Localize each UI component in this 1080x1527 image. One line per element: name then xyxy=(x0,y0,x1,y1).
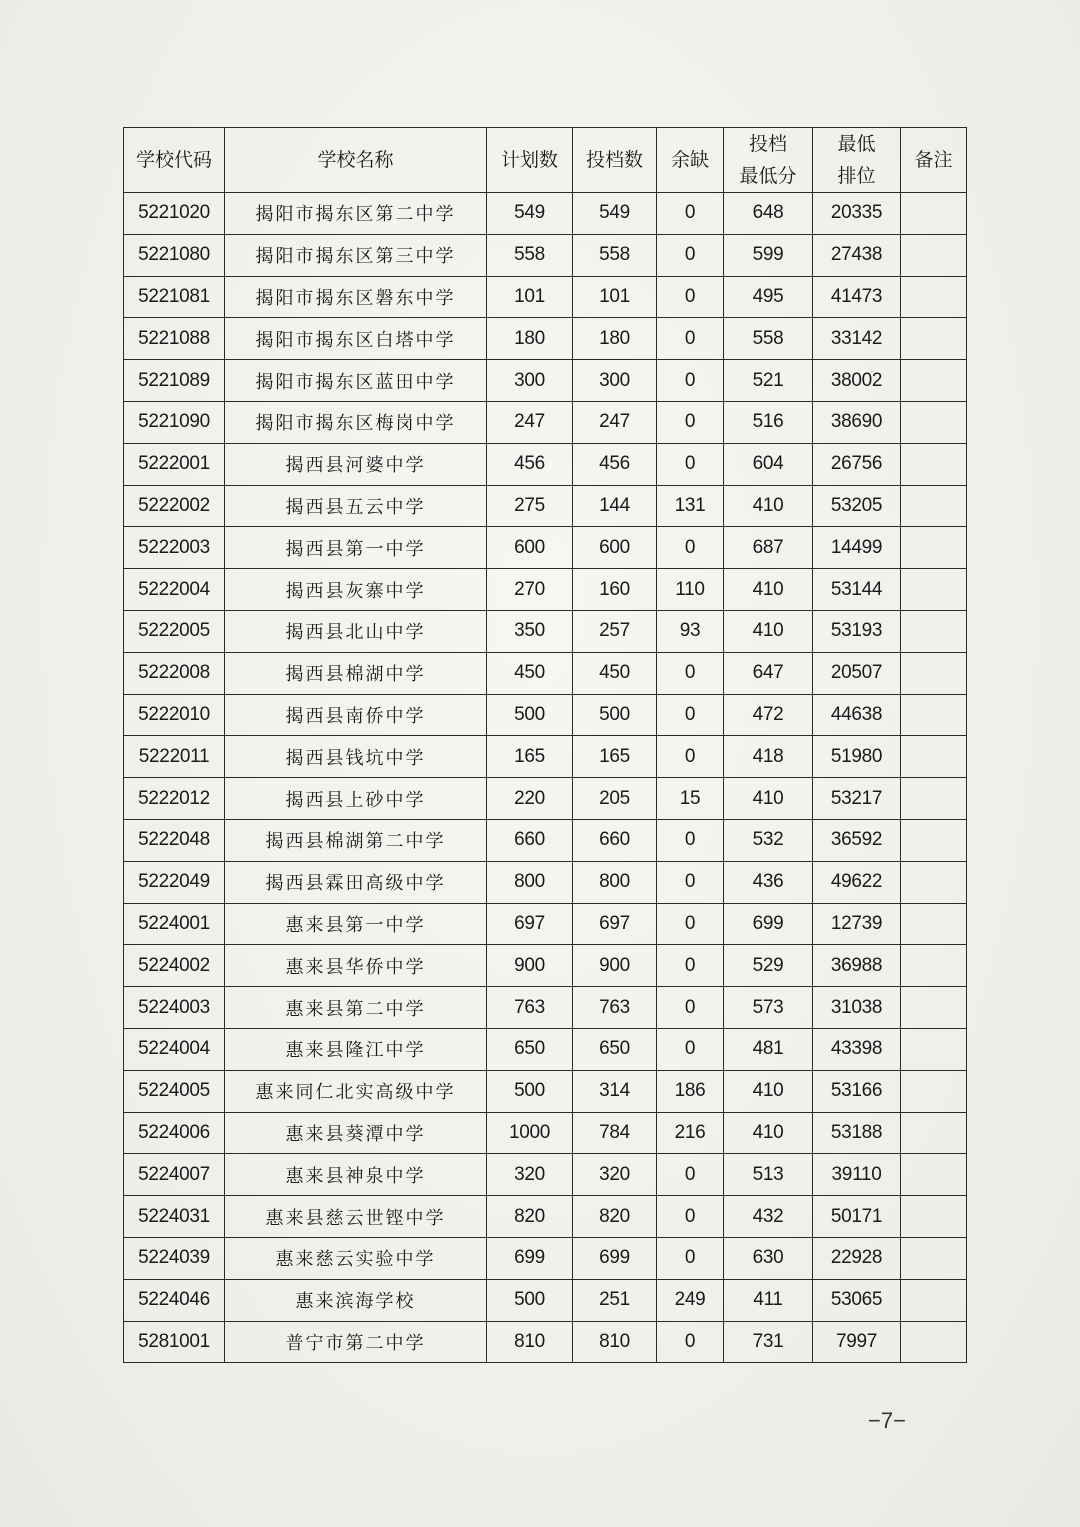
table-row xyxy=(124,1279,967,1321)
cell-plan-count: 220 xyxy=(487,778,573,820)
cell-remark xyxy=(901,987,967,1029)
cell-plan-count: 660 xyxy=(487,819,573,861)
cell-vacancy: 131 xyxy=(657,485,724,527)
page-number: −7− xyxy=(868,1408,906,1433)
cell-admitted-count: 784 xyxy=(573,1112,657,1154)
cell-min-rank: 49622 xyxy=(813,861,901,903)
cell-plan-count: 300 xyxy=(487,360,573,402)
cell-school-code: 5221090 xyxy=(124,401,225,443)
cell-vacancy: 0 xyxy=(657,736,724,778)
cell-plan-count: 500 xyxy=(487,694,573,736)
cell-vacancy: 0 xyxy=(657,861,724,903)
cell-remark xyxy=(901,1196,967,1238)
cell-school-code: 5222004 xyxy=(124,569,225,611)
cell-remark xyxy=(901,569,967,611)
header-min-score-line1: 投档 xyxy=(748,133,787,155)
table-row xyxy=(124,1112,967,1154)
cell-min-score: 532 xyxy=(724,819,813,861)
cell-admitted-count: 314 xyxy=(573,1070,657,1112)
cell-min-rank: 38002 xyxy=(813,360,901,402)
cell-min-rank: 20507 xyxy=(813,652,901,694)
cell-school-code: 5221088 xyxy=(124,318,225,360)
cell-remark xyxy=(901,778,967,820)
table-row xyxy=(124,736,967,778)
cell-min-score: 731 xyxy=(724,1321,813,1363)
header-remark: 备注 xyxy=(901,128,967,193)
cell-plan-count: 180 xyxy=(487,318,573,360)
cell-school-name: 惠来县第一中学 xyxy=(225,903,487,945)
cell-school-name: 普宁市第二中学 xyxy=(225,1321,487,1363)
cell-vacancy: 15 xyxy=(657,778,724,820)
cell-remark xyxy=(901,610,967,652)
cell-plan-count: 500 xyxy=(487,1279,573,1321)
cell-plan-count: 247 xyxy=(487,401,573,443)
cell-remark xyxy=(901,736,967,778)
cell-vacancy: 0 xyxy=(657,945,724,987)
cell-school-code: 5222005 xyxy=(124,610,225,652)
cell-vacancy: 0 xyxy=(657,401,724,443)
cell-remark xyxy=(901,527,967,569)
cell-school-name: 揭西县霖田高级中学 xyxy=(225,861,487,903)
cell-admitted-count: 320 xyxy=(573,1154,657,1196)
header-admitted-count: 投档数 xyxy=(573,128,657,193)
cell-plan-count: 320 xyxy=(487,1154,573,1196)
cell-admitted-count: 600 xyxy=(573,527,657,569)
cell-min-score: 687 xyxy=(724,527,813,569)
cell-plan-count: 1000 xyxy=(487,1112,573,1154)
cell-school-code: 5222010 xyxy=(124,694,225,736)
cell-min-rank: 41473 xyxy=(813,276,901,318)
cell-admitted-count: 160 xyxy=(573,569,657,611)
cell-vacancy: 0 xyxy=(657,903,724,945)
cell-min-score: 630 xyxy=(724,1237,813,1279)
cell-admitted-count: 165 xyxy=(573,736,657,778)
cell-school-code: 5224004 xyxy=(124,1028,225,1070)
cell-admitted-count: 820 xyxy=(573,1196,657,1238)
cell-plan-count: 350 xyxy=(487,610,573,652)
cell-school-code: 5224046 xyxy=(124,1279,225,1321)
cell-school-code: 5222001 xyxy=(124,443,225,485)
cell-school-name: 惠来县神泉中学 xyxy=(225,1154,487,1196)
cell-plan-count: 763 xyxy=(487,987,573,1029)
cell-min-rank: 36592 xyxy=(813,819,901,861)
cell-vacancy: 0 xyxy=(657,1237,724,1279)
cell-admitted-count: 660 xyxy=(573,819,657,861)
cell-school-name: 惠来同仁北实高级中学 xyxy=(225,1070,487,1112)
cell-remark xyxy=(901,694,967,736)
cell-min-score: 410 xyxy=(724,1112,813,1154)
cell-remark xyxy=(901,276,967,318)
cell-school-name: 揭阳市揭东区白塔中学 xyxy=(225,318,487,360)
cell-vacancy: 0 xyxy=(657,318,724,360)
table-body xyxy=(124,193,967,1363)
cell-remark xyxy=(901,193,967,235)
table-row xyxy=(124,527,967,569)
cell-school-name: 揭阳市揭东区梅岗中学 xyxy=(225,401,487,443)
cell-remark xyxy=(901,1321,967,1363)
cell-min-score: 558 xyxy=(724,318,813,360)
cell-vacancy: 0 xyxy=(657,234,724,276)
cell-vacancy: 0 xyxy=(657,819,724,861)
cell-school-name: 揭西县五云中学 xyxy=(225,485,487,527)
cell-min-rank: 38690 xyxy=(813,401,901,443)
table-row xyxy=(124,694,967,736)
cell-remark xyxy=(901,861,967,903)
table-row xyxy=(124,652,967,694)
cell-admitted-count: 251 xyxy=(573,1279,657,1321)
cell-min-rank: 53205 xyxy=(813,485,901,527)
cell-school-name: 惠来县葵潭中学 xyxy=(225,1112,487,1154)
cell-remark xyxy=(901,1112,967,1154)
table-row xyxy=(124,569,967,611)
header-school-code: 学校代码 xyxy=(124,128,225,193)
cell-min-rank: 33142 xyxy=(813,318,901,360)
cell-admitted-count: 500 xyxy=(573,694,657,736)
cell-min-score: 432 xyxy=(724,1196,813,1238)
cell-admitted-count: 810 xyxy=(573,1321,657,1363)
table-row xyxy=(124,318,967,360)
cell-admitted-count: 300 xyxy=(573,360,657,402)
header-vacancy: 余缺 xyxy=(657,128,724,193)
cell-plan-count: 500 xyxy=(487,1070,573,1112)
cell-min-score: 573 xyxy=(724,987,813,1029)
cell-min-score: 436 xyxy=(724,861,813,903)
cell-remark xyxy=(901,1028,967,1070)
table-row xyxy=(124,234,967,276)
cell-school-code: 5222049 xyxy=(124,861,225,903)
cell-school-code: 5221080 xyxy=(124,234,225,276)
table-row xyxy=(124,1196,967,1238)
table-row xyxy=(124,276,967,318)
cell-min-rank: 50171 xyxy=(813,1196,901,1238)
cell-min-score: 410 xyxy=(724,778,813,820)
cell-admitted-count: 205 xyxy=(573,778,657,820)
cell-school-code: 5224005 xyxy=(124,1070,225,1112)
cell-plan-count: 699 xyxy=(487,1237,573,1279)
cell-min-rank: 12739 xyxy=(813,903,901,945)
cell-remark xyxy=(901,234,967,276)
cell-vacancy: 0 xyxy=(657,276,724,318)
cell-admitted-count: 800 xyxy=(573,861,657,903)
cell-vacancy: 0 xyxy=(657,987,724,1029)
header-min-score-line2: 最低分 xyxy=(739,165,797,187)
cell-school-name: 惠来县华侨中学 xyxy=(225,945,487,987)
cell-school-code: 5221020 xyxy=(124,193,225,235)
cell-min-rank: 36988 xyxy=(813,945,901,987)
cell-min-score: 648 xyxy=(724,193,813,235)
cell-min-rank: 53193 xyxy=(813,610,901,652)
cell-min-rank: 39110 xyxy=(813,1154,901,1196)
cell-min-score: 529 xyxy=(724,945,813,987)
cell-min-score: 516 xyxy=(724,401,813,443)
table-row xyxy=(124,778,967,820)
cell-min-rank: 53166 xyxy=(813,1070,901,1112)
cell-remark xyxy=(901,1279,967,1321)
cell-min-score: 410 xyxy=(724,610,813,652)
cell-min-score: 410 xyxy=(724,485,813,527)
header-plan-count: 计划数 xyxy=(487,128,573,193)
cell-school-name: 揭西县第一中学 xyxy=(225,527,487,569)
cell-min-score: 604 xyxy=(724,443,813,485)
cell-plan-count: 165 xyxy=(487,736,573,778)
cell-admitted-count: 180 xyxy=(573,318,657,360)
cell-min-rank: 27438 xyxy=(813,234,901,276)
cell-school-code: 5221081 xyxy=(124,276,225,318)
cell-vacancy: 0 xyxy=(657,443,724,485)
table-row xyxy=(124,987,967,1029)
cell-admitted-count: 697 xyxy=(573,903,657,945)
cell-remark xyxy=(901,360,967,402)
cell-remark xyxy=(901,1237,967,1279)
cell-vacancy: 0 xyxy=(657,1154,724,1196)
cell-remark xyxy=(901,903,967,945)
cell-remark xyxy=(901,1154,967,1196)
table-row xyxy=(124,819,967,861)
cell-min-score: 513 xyxy=(724,1154,813,1196)
cell-vacancy: 186 xyxy=(657,1070,724,1112)
cell-plan-count: 275 xyxy=(487,485,573,527)
cell-school-code: 5222002 xyxy=(124,485,225,527)
cell-plan-count: 549 xyxy=(487,193,573,235)
cell-plan-count: 600 xyxy=(487,527,573,569)
cell-admitted-count: 257 xyxy=(573,610,657,652)
header-school-name: 学校名称 xyxy=(225,128,487,193)
cell-plan-count: 810 xyxy=(487,1321,573,1363)
cell-plan-count: 650 xyxy=(487,1028,573,1070)
cell-school-code: 5224006 xyxy=(124,1112,225,1154)
cell-admitted-count: 247 xyxy=(573,401,657,443)
cell-plan-count: 450 xyxy=(487,652,573,694)
cell-admitted-count: 558 xyxy=(573,234,657,276)
cell-school-name: 揭阳市揭东区第二中学 xyxy=(225,193,487,235)
cell-school-name: 揭西县灰寨中学 xyxy=(225,569,487,611)
cell-school-name: 惠来县隆江中学 xyxy=(225,1028,487,1070)
header-min-rank-line2: 排位 xyxy=(837,165,876,187)
cell-min-score: 472 xyxy=(724,694,813,736)
cell-min-rank: 44638 xyxy=(813,694,901,736)
cell-school-code: 5224031 xyxy=(124,1196,225,1238)
table-row xyxy=(124,1237,967,1279)
table-row xyxy=(124,401,967,443)
cell-school-code: 5222003 xyxy=(124,527,225,569)
cell-admitted-count: 699 xyxy=(573,1237,657,1279)
cell-min-score: 418 xyxy=(724,736,813,778)
cell-vacancy: 0 xyxy=(657,1196,724,1238)
table-row xyxy=(124,903,967,945)
cell-school-name: 揭西县棉湖中学 xyxy=(225,652,487,694)
cell-vacancy: 0 xyxy=(657,694,724,736)
admission-score-table xyxy=(123,127,967,1363)
cell-min-score: 599 xyxy=(724,234,813,276)
cell-vacancy: 93 xyxy=(657,610,724,652)
cell-school-code: 5221089 xyxy=(124,360,225,402)
cell-school-name: 揭西县南侨中学 xyxy=(225,694,487,736)
cell-school-name: 揭西县钱坑中学 xyxy=(225,736,487,778)
cell-admitted-count: 450 xyxy=(573,652,657,694)
cell-min-rank: 31038 xyxy=(813,987,901,1029)
cell-school-name: 惠来县慈云世铿中学 xyxy=(225,1196,487,1238)
cell-min-score: 647 xyxy=(724,652,813,694)
cell-vacancy: 0 xyxy=(657,1321,724,1363)
cell-min-score: 521 xyxy=(724,360,813,402)
table-row xyxy=(124,1028,967,1070)
cell-school-code: 5281001 xyxy=(124,1321,225,1363)
cell-school-name: 惠来慈云实验中学 xyxy=(225,1237,487,1279)
cell-vacancy: 0 xyxy=(657,360,724,402)
table-row xyxy=(124,610,967,652)
cell-school-code: 5224002 xyxy=(124,945,225,987)
cell-remark xyxy=(901,652,967,694)
cell-min-rank: 53188 xyxy=(813,1112,901,1154)
table-row xyxy=(124,945,967,987)
cell-min-rank: 53144 xyxy=(813,569,901,611)
cell-min-rank: 14499 xyxy=(813,527,901,569)
cell-school-name: 惠来县第二中学 xyxy=(225,987,487,1029)
table-row xyxy=(124,1070,967,1112)
cell-vacancy: 0 xyxy=(657,652,724,694)
cell-admitted-count: 144 xyxy=(573,485,657,527)
cell-school-name: 揭阳市揭东区蓝田中学 xyxy=(225,360,487,402)
cell-min-rank: 7997 xyxy=(813,1321,901,1363)
table-row xyxy=(124,485,967,527)
cell-remark xyxy=(901,443,967,485)
cell-remark xyxy=(901,485,967,527)
table-header xyxy=(124,128,967,193)
cell-school-name: 揭阳市揭东区第三中学 xyxy=(225,234,487,276)
cell-plan-count: 270 xyxy=(487,569,573,611)
cell-plan-count: 456 xyxy=(487,443,573,485)
cell-school-name: 揭西县北山中学 xyxy=(225,610,487,652)
cell-school-code: 5224003 xyxy=(124,987,225,1029)
cell-admitted-count: 101 xyxy=(573,276,657,318)
cell-school-name: 揭西县棉湖第二中学 xyxy=(225,819,487,861)
cell-school-code: 5222048 xyxy=(124,819,225,861)
cell-school-name: 揭西县河婆中学 xyxy=(225,443,487,485)
cell-vacancy: 0 xyxy=(657,193,724,235)
table-row xyxy=(124,360,967,402)
cell-plan-count: 697 xyxy=(487,903,573,945)
table-row xyxy=(124,1154,967,1196)
cell-plan-count: 900 xyxy=(487,945,573,987)
cell-remark xyxy=(901,401,967,443)
cell-remark xyxy=(901,819,967,861)
cell-min-rank: 53065 xyxy=(813,1279,901,1321)
cell-remark xyxy=(901,318,967,360)
cell-min-rank: 53217 xyxy=(813,778,901,820)
cell-school-code: 5222008 xyxy=(124,652,225,694)
cell-plan-count: 800 xyxy=(487,861,573,903)
cell-vacancy: 249 xyxy=(657,1279,724,1321)
cell-min-score: 699 xyxy=(724,903,813,945)
header-min-rank xyxy=(813,128,901,193)
cell-vacancy: 0 xyxy=(657,527,724,569)
cell-school-code: 5224039 xyxy=(124,1237,225,1279)
cell-plan-count: 101 xyxy=(487,276,573,318)
cell-school-code: 5224007 xyxy=(124,1154,225,1196)
cell-min-score: 410 xyxy=(724,1070,813,1112)
table-row xyxy=(124,443,967,485)
cell-min-score: 410 xyxy=(724,569,813,611)
cell-vacancy: 110 xyxy=(657,569,724,611)
cell-school-name: 揭阳市揭东区磐东中学 xyxy=(225,276,487,318)
table-row xyxy=(124,861,967,903)
cell-plan-count: 820 xyxy=(487,1196,573,1238)
cell-school-name: 揭西县上砂中学 xyxy=(225,778,487,820)
table-row xyxy=(124,193,967,235)
cell-admitted-count: 456 xyxy=(573,443,657,485)
cell-vacancy: 216 xyxy=(657,1112,724,1154)
cell-school-code: 5222011 xyxy=(124,736,225,778)
cell-min-rank: 43398 xyxy=(813,1028,901,1070)
cell-min-rank: 51980 xyxy=(813,736,901,778)
cell-min-score: 495 xyxy=(724,276,813,318)
table-row xyxy=(124,1321,967,1363)
cell-min-score: 481 xyxy=(724,1028,813,1070)
cell-vacancy: 0 xyxy=(657,1028,724,1070)
cell-remark xyxy=(901,1070,967,1112)
header-min-score xyxy=(724,128,813,193)
cell-min-rank: 22928 xyxy=(813,1237,901,1279)
cell-school-code: 5222012 xyxy=(124,778,225,820)
cell-remark xyxy=(901,945,967,987)
cell-min-score: 411 xyxy=(724,1279,813,1321)
header-min-rank-line1: 最低 xyxy=(837,133,876,155)
cell-admitted-count: 900 xyxy=(573,945,657,987)
cell-min-rank: 20335 xyxy=(813,193,901,235)
cell-school-code: 5224001 xyxy=(124,903,225,945)
cell-admitted-count: 549 xyxy=(573,193,657,235)
cell-min-rank: 26756 xyxy=(813,443,901,485)
cell-plan-count: 558 xyxy=(487,234,573,276)
cell-admitted-count: 650 xyxy=(573,1028,657,1070)
cell-admitted-count: 763 xyxy=(573,987,657,1029)
cell-school-name: 惠来滨海学校 xyxy=(225,1279,487,1321)
